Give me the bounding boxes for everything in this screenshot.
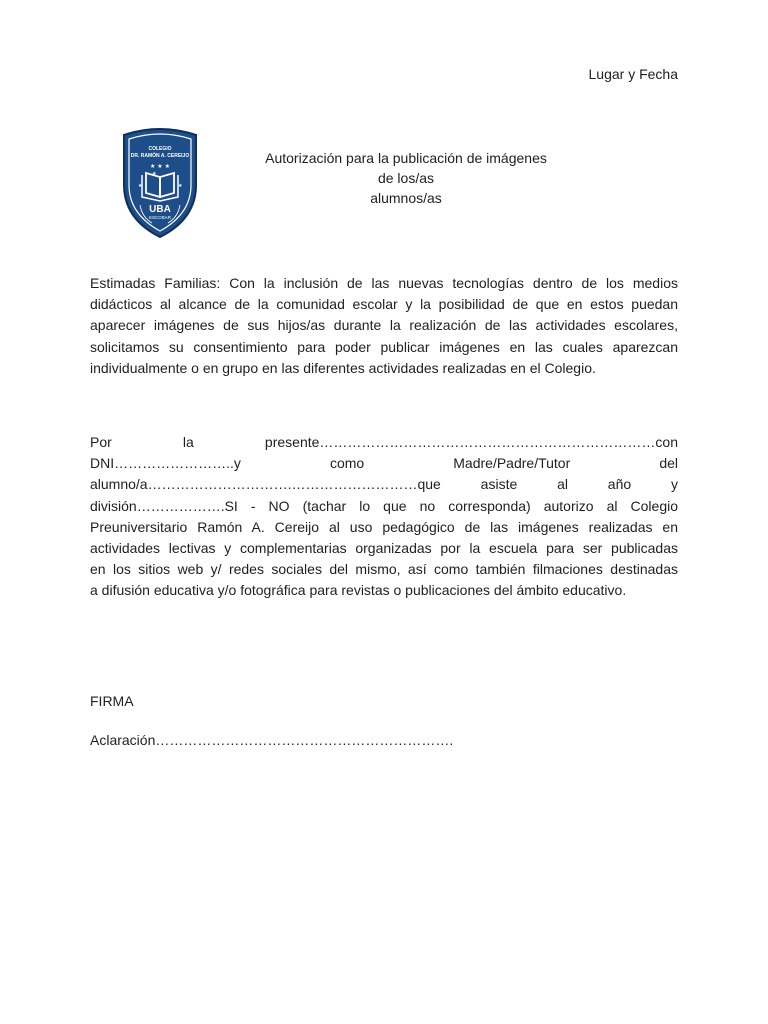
authorization-line: división……………….SI - NO (tachar lo que no corresponda) autorizo al Colegio bbox=[90, 497, 678, 514]
authorization-paragraph bbox=[90, 432, 678, 602]
authorization-line: a difusión educativa y/o fotográfica para revistas o publicaciones del ámbito educativo. bbox=[90, 582, 627, 599]
intro-paragraph: Estimadas Familias: Con la inclusión de las nuevas tecnologías dentro de los medios didácticos al alcance de la comunidad escolar y la posibilidad de que en estos puedan aparecer imágenes de sus hijos/as durante la realización de las actividades escolares, solicitamos su consentimiento para poder publicar imágenes en las cuales aparezcan individualmente o en grupo en las diferentes actividades realizadas en el Colegio. bbox=[90, 275, 678, 376]
document-title bbox=[258, 148, 554, 208]
clarification-line: Aclaración………………………………………………………. bbox=[90, 732, 454, 748]
signature-label: FIRMA bbox=[90, 693, 134, 709]
logo-city: ESCOBAR bbox=[148, 215, 172, 220]
authorization-line: DNI……………………..y como Madre/Padre/Tutor del bbox=[90, 455, 678, 472]
logo-text-colegio: COLEGIO bbox=[148, 146, 172, 152]
svg-text:★: ★ bbox=[178, 183, 183, 189]
svg-text:★: ★ bbox=[152, 171, 157, 177]
title-line-2: alumnos/as bbox=[370, 190, 442, 206]
authorization-line: alumno/a………………………….………………………que asiste al año y bbox=[90, 476, 678, 493]
svg-text:★: ★ bbox=[138, 183, 143, 189]
authorization-line: Preuniversitario Ramón A. Cereijo al uso pedagógico de las imágenes realizadas en bbox=[90, 518, 678, 535]
logo-text-school-name: DR. RAMÓN A. CEREIJO bbox=[130, 153, 190, 159]
logo-acronym: UBA bbox=[149, 204, 171, 215]
logo-stars: ★ ★ ★ bbox=[150, 163, 170, 170]
place-date-label: Lugar y Fecha bbox=[588, 66, 678, 82]
authorization-line: actividades lectivas y complementarias organizadas por la escuela para ser publicadas bbox=[90, 540, 678, 557]
authorization-line: en los sitios web y/ redes sociales del mismo, así como también filmaciones destinadas bbox=[90, 561, 678, 578]
title-line-1: Autorización para la publicación de imágenes de los/as bbox=[265, 150, 547, 186]
school-logo bbox=[90, 113, 218, 248]
authorization-line: Por la presente………………………………………………………………con bbox=[90, 434, 678, 450]
